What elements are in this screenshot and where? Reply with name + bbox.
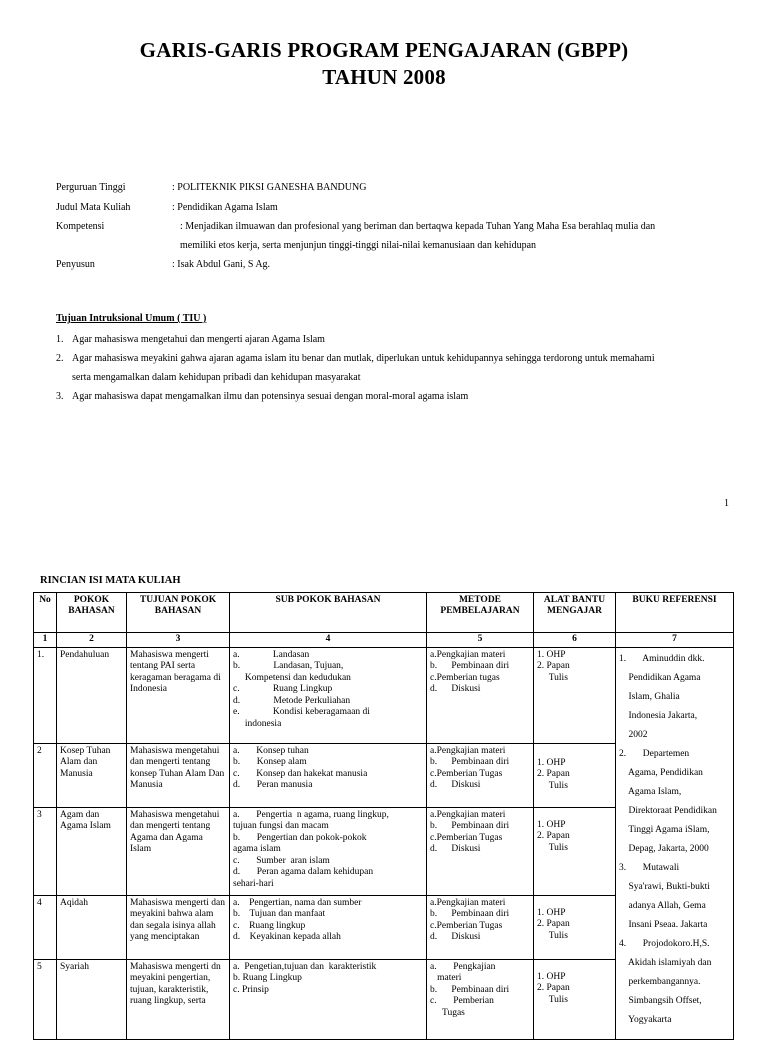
col-num: 4 [230,633,427,648]
penyusun-label: Penyusun [56,259,95,270]
header-pokok: POKOK BAHASAN [57,593,127,633]
row-alat: 1. OHP 2. Papan Tulis [534,743,616,807]
row-alat: 1. OHP 2. Papan Tulis [534,959,616,1039]
document-title-line2: TAHUN 2008 [322,65,446,89]
row-pokok: Kosep Tuhan Alam dan Manusia [57,743,127,807]
column-number-row [34,633,734,648]
row-metode: a.Pengkajian materi b. Pembinaan diri c.Pemberian Tugas d. Diskusi [427,895,534,959]
row-no: 1. [34,647,57,743]
row-pokok: Syariah [57,959,127,1039]
header-no: No [34,593,57,633]
penyusun-value: : Isak Abdul Gani, S Ag. [172,259,271,270]
kompetensi-line2: memiliki etos kerja, serta menjunjun tinggi-tinggi nilai-nilai kemanusiaan dan kehidupan [180,240,537,251]
row-no: 3 [34,807,57,895]
row-sub: a. Pengertian, nama dan sumber b. Tujuan dan manfaat c. Ruang lingkup d. Keyakinan kepada allah [230,895,427,959]
header-buku: BUKU REFERENSI [616,593,734,633]
row-pokok: Agam dan Agama Islam [57,807,127,895]
tiu-item-cont: serta mengamalkan dalam kehidupan pribadi dan kehidupan masyarakat [72,372,361,383]
row-metode: a. Pengkajian materi b. Pembinaan diri c. Pemberian Tugas [427,959,534,1039]
header-tujuan: TUJUAN POKOK BAHASAN [127,593,230,633]
tiu-item: 3. Agar mahasiswa dapat mengamalkan ilmu dan potensinya sesuai dengan moral-moral agama islam [56,391,469,402]
tiu-item: 2. Agar mahasiswa meyakini gahwa ajaran agama islam itu benar dan mutlak, diperlukan untuk kehidupannya sehingga terdorong untuk memahami [56,353,655,364]
rincian-heading: RINCIAN ISI MATA KULIAH [40,575,181,586]
col-num: 1 [34,633,57,648]
row-sub: a. Landasan b. Landasan, Tujuan, Kompetensi dan kedudukan c. Ruang Lingkup d. Metode Perkuliahan e. Kondisi keberagamaan di indonesia [230,647,427,743]
row-pokok: Pendahuluan [57,647,127,743]
judul-value: : Pendidikan Agama Islam [172,202,278,213]
header-sub: SUB POKOK BAHASAN [230,593,427,633]
row-metode: a.Pengkajian materi b. Pembinaan diri c.Pemberian Tugas d. Diskusi [427,807,534,895]
header-metode: METODE PEMBELAJARAN [427,593,534,633]
tiu-list [56,330,756,406]
tiu-heading: Tujuan Intruksional Umum ( TIU ) [56,313,207,324]
col-num: 7 [616,633,734,648]
table-row [34,647,734,743]
table-header-row [34,593,734,633]
col-num: 2 [57,633,127,648]
row-alat: 1. OHP 2. Papan Tulis [534,807,616,895]
row-sub: a. Pengertia n agama, ruang lingkup, tujuan fungsi dan macam b. Pengertian dan pokok-pokok agama islam c. Sumber aran islam d. Peran agama dalam kehidupan sehari-hari [230,807,427,895]
row-tujuan: Mahasiswa mengerti dan meyakini bahwa alam dan segala isinya allah yang menciptakan [127,895,230,959]
perguruan-label: Perguruan Tinggi [56,182,126,193]
perguruan-value: : POLITEKNIK PIKSI GANESHA BANDUNG [172,182,367,193]
tiu-item: 1. Agar mahasiswa mengetahui dan mengerti ajaran Agama Islam [56,334,325,345]
page-number: 1 [724,498,729,509]
row-no: 5 [34,959,57,1039]
row-pokok: Aqidah [57,895,127,959]
rincian-table [33,592,734,1040]
references-cell: 1. Aminuddin dkk. Pendidikan Agama Islam, Ghalia Indonesia Jakarta, 2002 2. Departemen Agama, Pendidikan Agama Islam, Direktoraat Pendidikan Tinggi Agama iSlam, Depag, Jakarta, 2000 3. Mutawali Sya'rawi, Bukti-bukti adanya Allah, Gema Insani Pseaa. Jakarta 4. Projodokoro.H,S. Akidah islamiyah dan perkembangannya. Simbangsih Offset, Yogyakarta [616,647,734,1039]
document-title-line1: GARIS-GARIS PROGRAM PENGAJARAN (GBPP) [139,38,629,62]
col-num: 3 [127,633,230,648]
row-tujuan: Mahasiswa mengetahui dan mengerti tentang Agama dan Agama Islam [127,807,230,895]
header-alat: ALAT BANTU MENGAJAR [534,593,616,633]
row-tujuan: Mahasiswa mengetahui dan mengerti tentang konsep Tuhan Alam Dan Manusia [127,743,230,807]
row-no: 2 [34,743,57,807]
row-sub: a. Konsep tuhan b. Konsep alam c. Konsep dan hakekat manusia d. Peran manusia [230,743,427,807]
row-tujuan: Mahasiswa mengerti tentang PAI serta keragaman beragama di Indonesia [127,647,230,743]
row-no: 4 [34,895,57,959]
row-alat: 1. OHP 2. Papan Tulis [534,895,616,959]
kompetensi-line1: : Menjadikan ilmuawan dan profesional yang beriman dan bertaqwa kepada Tuhan Yang Maha Esa berahlaq mulia dan [180,221,656,232]
col-num: 6 [534,633,616,648]
judul-label: Judul Mata Kuliah [56,202,131,213]
row-metode: a.Pengkajian materi b. Pembinaan diri c.Pemberian Tugas d. Diskusi [427,743,534,807]
row-tujuan: Mahasiswa mengerti dn meyakini pengertian, tujuan, karakteristik, ruang lingkup, serta [127,959,230,1039]
col-num: 5 [427,633,534,648]
kompetensi-label: Kompetensi [56,221,105,232]
row-sub: a. Pengetian,tujuan dan karakteristik b. Ruang Lingkup c. Prinsip [230,959,427,1039]
row-alat: 1. OHP 2. Papan Tulis [534,647,616,743]
row-metode: a.Pengkajian materi b. Pembinaan diri c.Pemberian tugas d. Diskusi [427,647,534,743]
